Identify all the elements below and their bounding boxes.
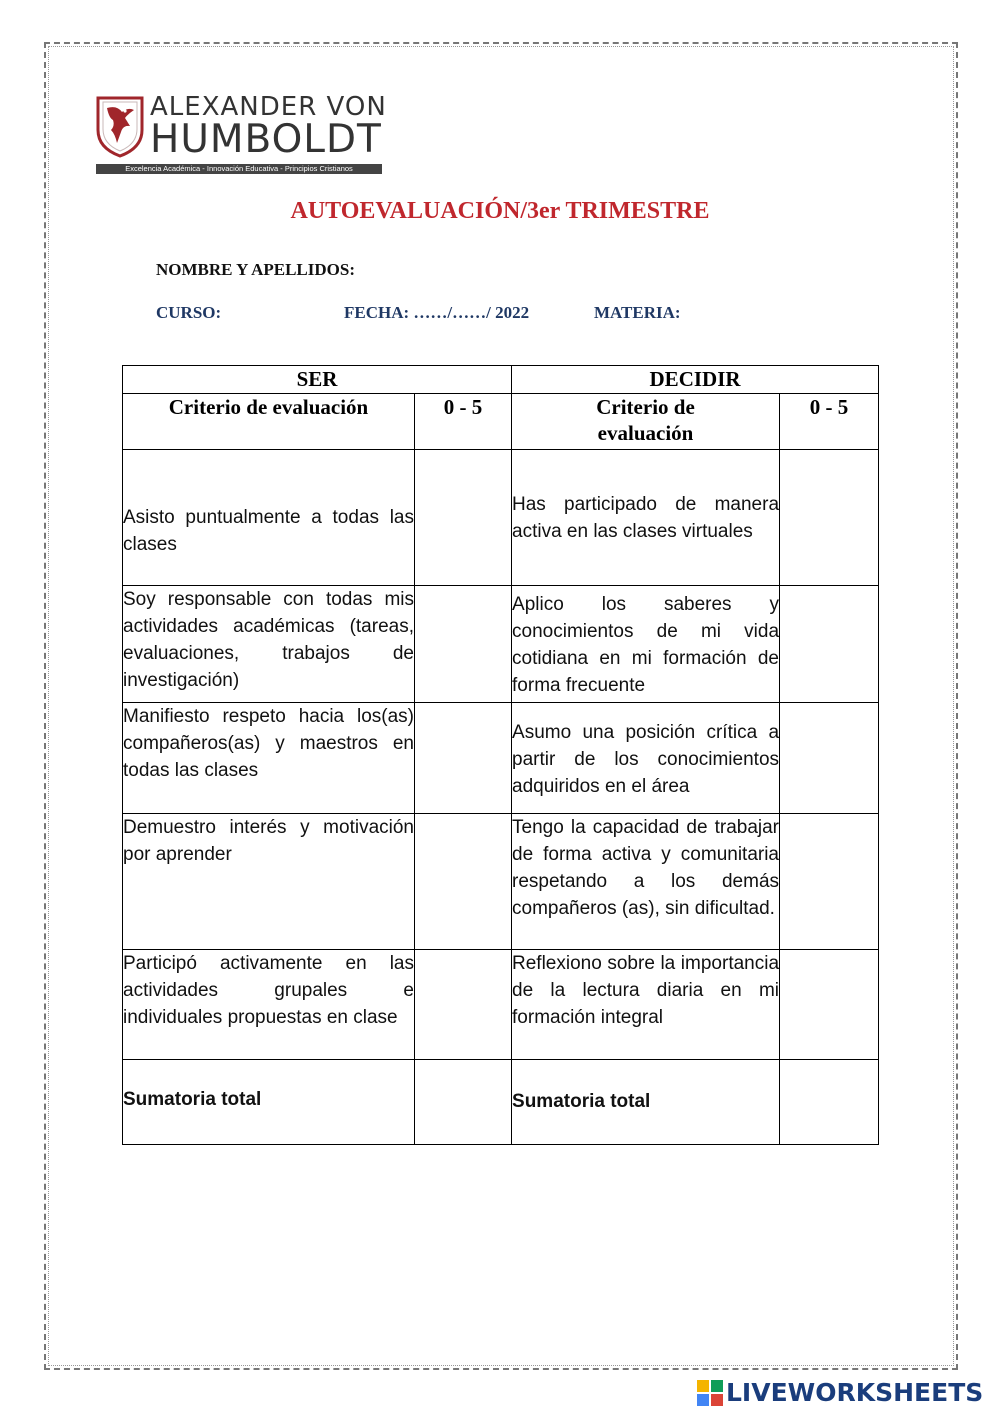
evaluation-table xyxy=(122,365,879,1145)
decidir-criterion: Asumo una posición crítica a partir de los conocimientos adquiridos en el área xyxy=(512,703,780,814)
decidir-criterio-header: Criterio de evaluación xyxy=(512,394,780,450)
ser-criterio-header: Criterio de evaluación xyxy=(123,394,415,450)
decidir-criterion: Aplico los saberes y conocimientos de mi vida cotidiana en mi formación de forma frecuente xyxy=(512,586,780,703)
school-crest-icon xyxy=(95,96,145,158)
table-row xyxy=(123,814,879,950)
table-row-total xyxy=(123,1060,879,1145)
decidir-score-cell[interactable] xyxy=(780,586,879,703)
ser-total-label: Sumatoria total xyxy=(123,1060,415,1145)
ser-score-cell[interactable] xyxy=(415,586,512,703)
ser-criterion: Manifiesto respeto hacia los(as) compañeros(as) y maestros en todas las clases xyxy=(123,703,415,814)
decidir-scale-header: 0 - 5 xyxy=(780,394,879,450)
decidir-criterion: Tengo la capacidad de trabajar de forma activa y comunitaria respetando a los demás compañeros (as), sin dificultad. xyxy=(512,814,780,950)
school-tagline: Excelencia Académica - Innovación Educativa - Principios Cristianos xyxy=(96,164,382,174)
decidir-total-cell[interactable] xyxy=(780,1060,879,1145)
liveworksheets-logo-icon xyxy=(697,1380,723,1406)
ser-score-cell[interactable] xyxy=(415,950,512,1060)
decidir-total-label: Sumatoria total xyxy=(512,1060,780,1145)
section-header-ser: SER xyxy=(123,366,512,394)
decidir-score-cell[interactable] xyxy=(780,950,879,1060)
materia-field-label: MATERIA: xyxy=(594,303,681,322)
decidir-criterion: Reflexiono sobre la importancia de la lectura diaria en mi formación integral xyxy=(512,950,780,1060)
decidir-score-cell[interactable] xyxy=(780,814,879,950)
school-name-line2: HUMBOLDT xyxy=(150,117,382,162)
school-name-line1: ALEXANDER VON xyxy=(150,92,387,122)
ser-scale-header: 0 - 5 xyxy=(415,394,512,450)
ser-criterion: Soy responsable con todas mis actividades académicas (tareas, evaluaciones, trabajos de investigación) xyxy=(123,586,415,703)
section-header-decidir: DECIDIR xyxy=(512,366,879,394)
ser-total-cell[interactable] xyxy=(415,1060,512,1145)
page-title: AUTOEVALUACIÓN/3er TRIMESTRE xyxy=(290,198,710,224)
table-row xyxy=(123,703,879,814)
table-row xyxy=(123,586,879,703)
footer-brand: LIVEWORKSHEETS xyxy=(726,1378,984,1407)
table-row xyxy=(123,950,879,1060)
fecha-field-label: FECHA: ……/……/ 2022 xyxy=(344,303,530,322)
ser-score-cell[interactable] xyxy=(415,703,512,814)
decidir-score-cell[interactable] xyxy=(780,450,879,586)
ser-criterion: Asisto puntualmente a todas las clases xyxy=(123,450,415,586)
ser-criterion: Demuestro interés y motivación por aprender xyxy=(123,814,415,950)
table-row xyxy=(123,450,879,586)
decidir-score-cell[interactable] xyxy=(780,703,879,814)
decidir-criterion: Has participado de manera activa en las clases virtuales xyxy=(512,450,780,586)
ser-score-cell[interactable] xyxy=(415,814,512,950)
name-field-label: NOMBRE Y APELLIDOS: xyxy=(156,260,355,279)
ser-criterion: Participó activamente en las actividades grupales e individuales propuestas en clase xyxy=(123,950,415,1060)
ser-score-cell[interactable] xyxy=(415,450,512,586)
curso-field-label: CURSO: xyxy=(156,303,222,322)
